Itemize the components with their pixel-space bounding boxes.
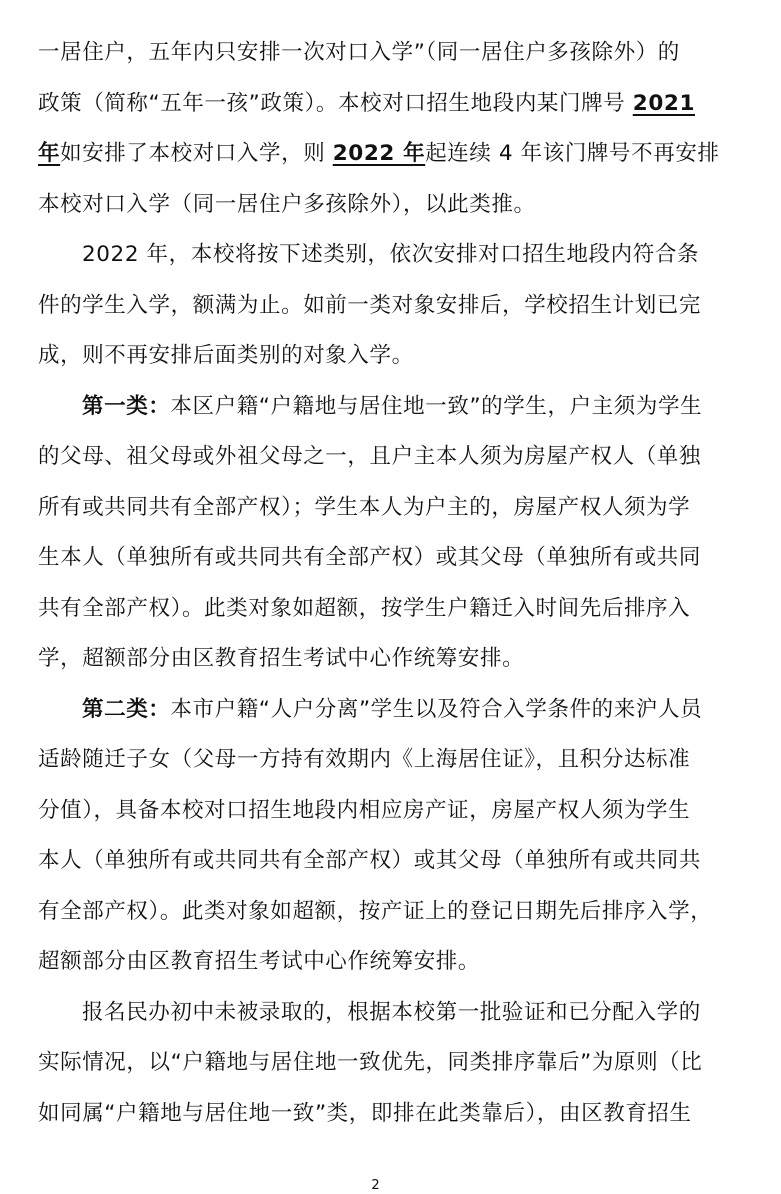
paragraph-start: 2022 年，本校将按下述类别，依次安排对口招生地段内符合条 bbox=[82, 242, 700, 267]
category-label: 第二类： bbox=[82, 696, 171, 722]
text-line: 生本人（单独所有或共同共有全部产权）或其父母（单独所有或共同 bbox=[38, 545, 702, 570]
text-line: 适龄随迁子女（父母一方持有效期内《上海居住证》，且积分达标准 bbox=[38, 747, 691, 772]
text-line: 年如安排了本校对口入学，则 2022 年起连续 4 年该门牌号不再安排 bbox=[38, 141, 720, 166]
text-line: 所有或共同共有全部产权）；学生本人为户主的，房屋产权人须为学 bbox=[38, 494, 691, 520]
text-line: 本校对口入学（同一居住户多孩除外），以此类推。 bbox=[38, 191, 536, 217]
page-number: 2 bbox=[371, 1178, 380, 1193]
text-line: 本人（单独所有或共同共有全部产权）或其父母（单独所有或共同共 bbox=[38, 848, 702, 873]
text-line: 件的学生入学，额满为止。如前一类对象安排后，学校招生计划已完 bbox=[38, 292, 702, 318]
paragraph-start: 第二类：本市户籍“人户分离”学生以及符合入学条件的来沪人员 bbox=[82, 696, 703, 722]
text-line: 实际情况，以“户籍地与居住地一致优先，同类排序靠后”为原则（比 bbox=[38, 1050, 703, 1075]
text-line: 学，超额部分由区教育招生考试中心作统筹安排。 bbox=[38, 646, 525, 671]
text-line: 如同属“户籍地与居住地一致”类，即排在此类靠后），由区教育招生 bbox=[38, 1100, 692, 1126]
text-line: 政策（简称“五年一孩”政策）。本校对口招生地段内某门牌号 2021 bbox=[38, 90, 696, 116]
text-line: 共有全部产权）。此类对象如超额，按学生户籍迁入时间先后排序入 bbox=[38, 595, 691, 621]
text-line: 超额部分由区教育招生考试中心作统筹安排。 bbox=[38, 949, 481, 974]
paragraph-start: 报名民办初中未被录取的，根据本校第一批验证和已分配入学的 bbox=[82, 999, 701, 1025]
text-line: 有全部产权）。此类对象如超额，按产证上的登记日期先后排序入学， bbox=[38, 898, 713, 924]
text-line: 的父母、祖父母或外祖父母之一，且户主本人须为房屋产权人（单独 bbox=[38, 444, 702, 469]
underlined-year: 2021 bbox=[632, 90, 696, 116]
document-page bbox=[38, 28, 718, 1139]
category-label: 第一类： bbox=[82, 393, 171, 419]
text-line: 分值），具备本校对口招生地段内相应房产证，房屋产权人须为学生 bbox=[38, 797, 691, 823]
text-line: 一居住户，五年内只安排一次对口入学”（同一居住户多孩除外）的 bbox=[38, 40, 680, 65]
underlined-year: 2022 年 bbox=[332, 141, 426, 166]
paragraph-start: 第一类：本区户籍“户籍地与居住地一致”的学生，户主须为学生 bbox=[82, 393, 703, 419]
underlined-year: 年 bbox=[38, 141, 61, 166]
text-line: 成，则不再安排后面类别的对象入学。 bbox=[38, 343, 414, 368]
